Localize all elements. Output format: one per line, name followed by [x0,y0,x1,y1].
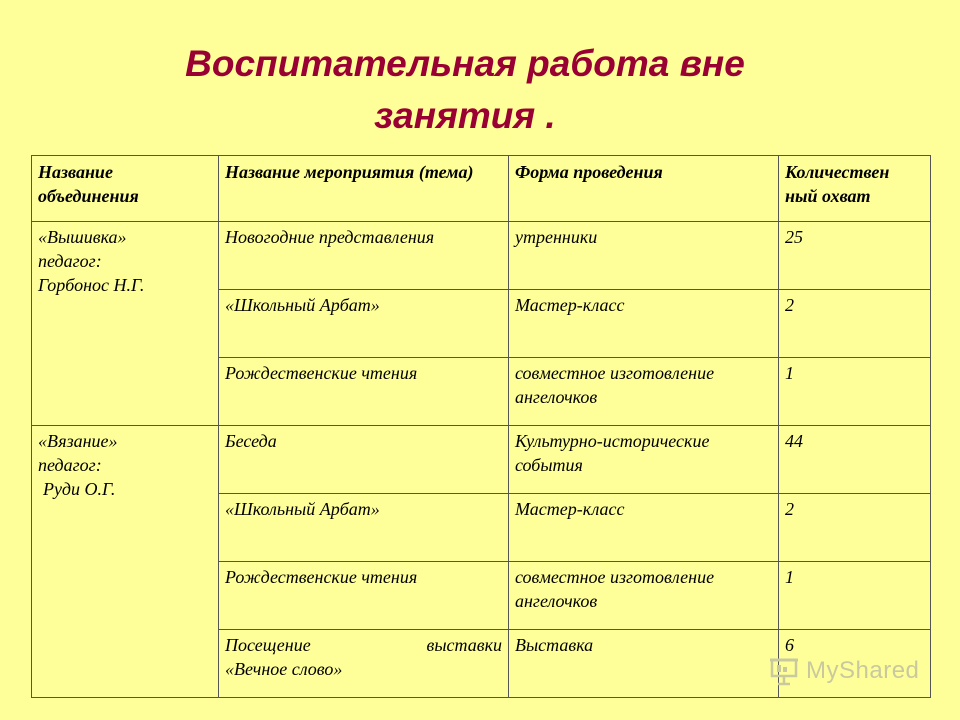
page-title [0,38,930,142]
count-cell: 44 [779,426,931,494]
form-cell: Выставка [509,630,779,698]
association-teacher-label: педагог: [38,251,102,271]
count-cell: 2 [779,494,931,562]
table-row [32,222,931,290]
event-line-2: «Вечное слово» [225,659,343,679]
event-word-1: Посещение [225,635,311,655]
table-header-row [32,156,931,222]
activities-table [31,155,931,698]
count-cell: 6 [779,630,931,698]
association-name: «Вышивка» [38,227,127,247]
association-cell-embroidery [32,222,219,426]
form-cell: совместное изготовление ангелочков [509,358,779,426]
header-form: Форма проведения [509,156,779,222]
table-row [32,426,931,494]
watermark-logo [770,656,919,686]
page-title-line-2: занятия . [374,95,556,136]
association-teacher-name: Горбонос Н.Г. [38,275,145,295]
association-name: «Вязание» [38,431,118,451]
form-cell: Культурно-исторические события [509,426,779,494]
count-cell: 1 [779,358,931,426]
event-cell: Беседа [219,426,509,494]
event-cell [219,630,509,698]
form-cell: утренники [509,222,779,290]
page-title-line-1: Воспитательная работа вне [185,43,745,84]
header-association: Название объединения [32,156,219,222]
association-teacher-name: Руди О.Г. [43,479,116,499]
count-cell: 1 [779,562,931,630]
event-line-1 [225,633,502,657]
event-cell: «Школьный Арбат» [219,494,509,562]
form-cell: Мастер-класс [509,494,779,562]
association-cell-knitting [32,426,219,698]
event-cell: «Школьный Арбат» [219,290,509,358]
header-event: Название мероприятия (тема) [219,156,509,222]
watermark-text: MyShared [806,657,920,684]
event-cell: Рождественские чтения [219,562,509,630]
event-cell: Новогодние представления [219,222,509,290]
association-teacher-label: педагог: [38,455,102,475]
event-word-2: выставки [426,635,502,655]
form-cell: Мастер-класс [509,290,779,358]
header-count: Количествен ный охват [779,156,931,222]
count-cell: 2 [779,290,931,358]
form-cell: совместное изготовление ангелочков [509,562,779,630]
presentation-board-icon [770,656,800,686]
count-cell: 25 [779,222,931,290]
event-cell: Рождественские чтения [219,358,509,426]
